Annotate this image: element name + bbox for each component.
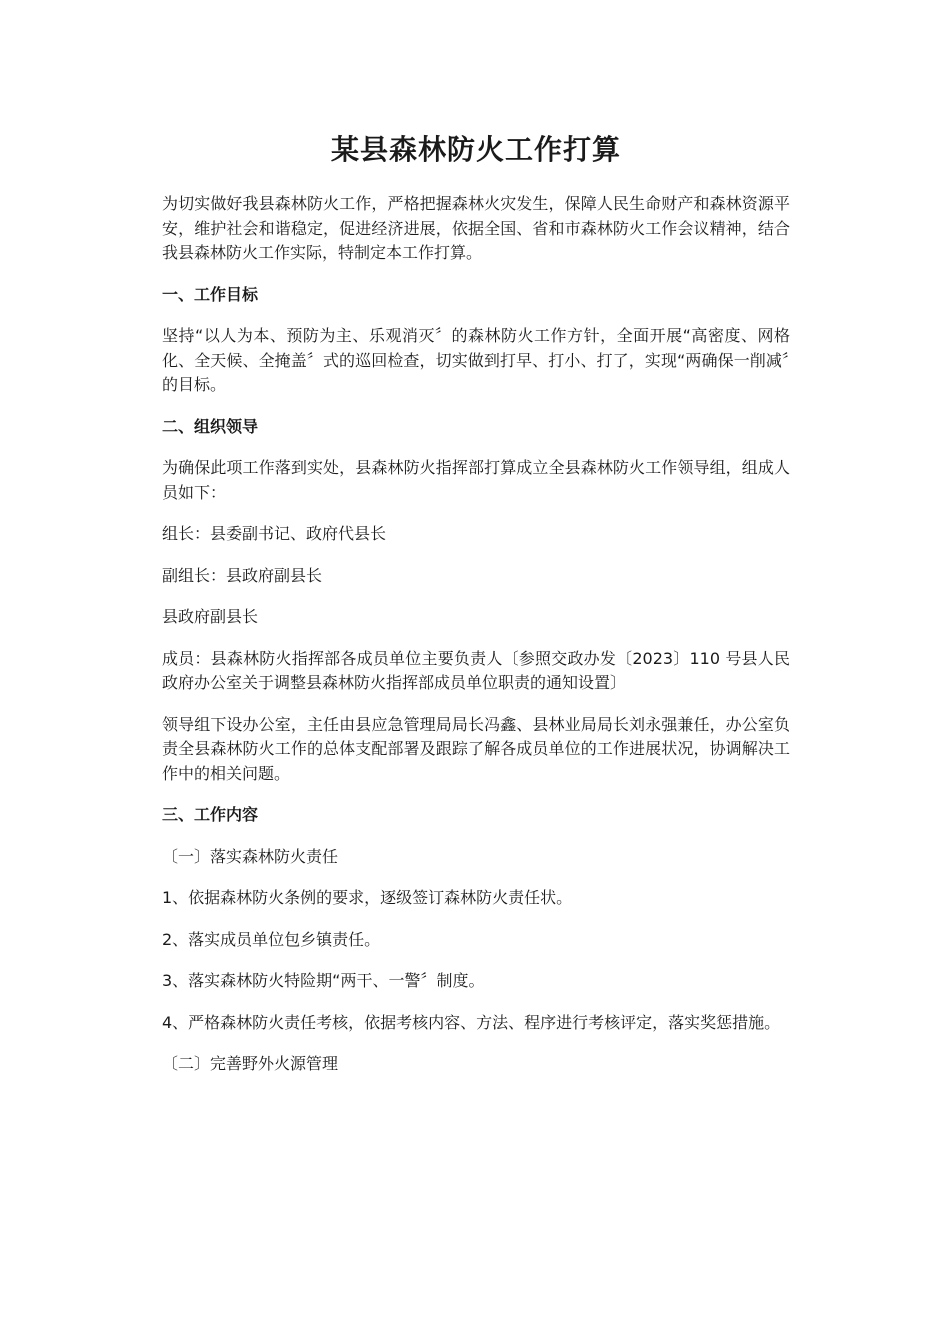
office-paragraph: 领导组下设办公室，主任由县应急管理局局长冯鑫、县林业局局长刘永强兼任，办公室负责全县森林防火工作的总体支配部署及跟踪了解各成员单位的工作进展状况，协调解决工作中的相关问题。 xyxy=(162,714,790,783)
list-item: 2、落实成员单位包乡镇责任。 xyxy=(162,929,381,949)
section-heading-work-content: 三、工作内容 xyxy=(162,805,259,824)
group-leader-line: 组长：县委副书记、政府代县长 xyxy=(162,524,387,543)
list-item: 1、依据森林防火条例的要求，逐级签订森林防火责任状。 xyxy=(162,888,573,907)
subsection-heading-responsibility: 〔一〕落实森林防火责任 xyxy=(162,846,339,866)
section-heading-organization: 二、组织领导 xyxy=(162,416,259,436)
deputy-leader-line: 副组长：县政府副县长 xyxy=(162,565,323,585)
intro-paragraph: 为切实做好我县森林防火工作，严格把握森林火灾发生，保障人民生命财产和森林资源平安，维护社会和谐稳定，促进经济进展，依据全国、省和市森林防火工作会议精神，结合我县森林防火工作实际，特制定本工作打算。 xyxy=(162,194,790,262)
subsection-heading-fire-source: 〔二〕完善野外火源管理 xyxy=(162,1054,339,1073)
document-body xyxy=(162,128,790,1094)
section-heading-goals: 一、工作目标 xyxy=(162,284,259,304)
organization-intro-paragraph: 为确保此项工作落到实处，县森林防火指挥部打算成立全县森林防火工作领导组，组成人员如下： xyxy=(162,458,790,502)
members-paragraph: 成员：县森林防火指挥部各成员单位主要负责人〔参照交政办发〔2023〕110 号县人民政府办公室关于调整县森林防火指挥部成员单位职责的通知设置〕 xyxy=(162,648,790,692)
list-item: 4、严格森林防火责任考核，依据考核内容、方法、程序进行考核评定，落实奖惩措施。 xyxy=(162,1012,781,1032)
document-title: 某县森林防火工作打算 xyxy=(330,133,621,166)
deputy-leader-line-2: 县政府副县长 xyxy=(162,607,259,626)
goals-paragraph: 坚持“以人为本、预防为主、乐观消灭〞的森林防火工作方针，全面开展“高密度、网格化、全天候、全掩盖〞式的巡回检查，切实做到打早、打小、打了，实现“两确保一削减〞的目标。 xyxy=(162,326,790,394)
list-item: 3、落实森林防火特险期“两干、一警〞制度。 xyxy=(162,971,485,990)
